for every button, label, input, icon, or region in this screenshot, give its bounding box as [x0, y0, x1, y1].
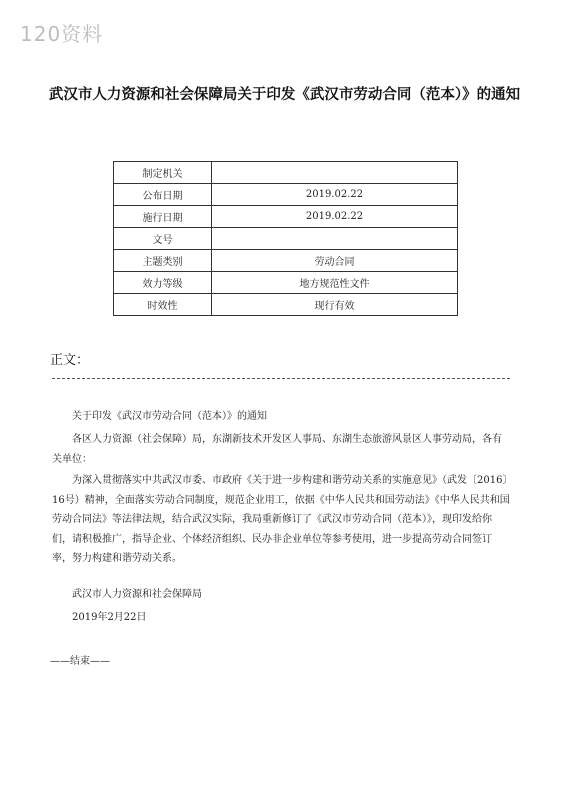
- body-heading: [52, 407, 510, 427]
- meta-value: 现行有效: [212, 294, 458, 316]
- date-text: 2019年2月22日: [72, 612, 147, 623]
- dashed-divider: [52, 378, 510, 379]
- meta-label: 主题类别: [114, 250, 212, 272]
- table-row: [114, 162, 458, 184]
- table-row: [114, 228, 458, 250]
- meta-value: [212, 162, 458, 184]
- body-paragraph-text: 为深入贯彻落实中共武汉市委、市政府《关于进一步构建和谐劳动关系的实施意见》（武发〔2016〕16号）精神，全面落实劳动合同制度，规范企业用工，依据《中华人民共和国劳动法》《中华人民共和国劳动合同法》等法律法规，结合武汉实际，我局重新修订了《武汉市劳动合同（范本）》，现印发给你们，请积极推广，指导企业、个体经济组织、民办非企业单位等参考使用，进一步提高劳动合同签订率，努力构建和谐劳动关系。: [52, 475, 510, 564]
- section-label: 正文：: [50, 353, 90, 368]
- body-addressee-text: 各区人力资源（社会保障）局，东湖新技术开发区人事局、东湖生态旅游风景区人事劳动局，各有关单位：: [52, 434, 502, 465]
- table-row: [114, 250, 458, 272]
- meta-label: 制定机关: [114, 162, 212, 184]
- body-signature: [52, 585, 510, 605]
- meta-value: 2019.02.22: [212, 206, 458, 228]
- body-heading-text: 关于印发《武汉市劳动合同（范本）》的通知: [72, 411, 267, 422]
- meta-value: 2019.02.22: [212, 184, 458, 206]
- body-addressee: [52, 430, 510, 469]
- meta-value: [212, 228, 458, 250]
- document-title: 武汉市人力资源和社会保障局关于印发《武汉市劳动合同（范本）》的通知: [48, 87, 521, 103]
- meta-value: 劳动合同: [212, 250, 458, 272]
- metadata-table: [113, 161, 458, 316]
- table-row: [114, 294, 458, 316]
- meta-label: 文号: [114, 228, 212, 250]
- end-marker-text: ——结束——: [50, 656, 110, 667]
- body-date: [52, 608, 510, 628]
- meta-label: 效力等级: [114, 272, 212, 294]
- watermark-logo: 120资料: [20, 22, 104, 46]
- end-marker: [50, 652, 508, 672]
- table-row: [114, 184, 458, 206]
- table-row: [114, 272, 458, 294]
- signature-text: 武汉市人力资源和社会保障局: [72, 589, 202, 600]
- body-paragraph: [52, 471, 510, 569]
- meta-label: 公布日期: [114, 184, 212, 206]
- meta-label: 时效性: [114, 294, 212, 316]
- meta-value: 地方规范性文件: [212, 272, 458, 294]
- table-row: [114, 206, 458, 228]
- meta-label: 施行日期: [114, 206, 212, 228]
